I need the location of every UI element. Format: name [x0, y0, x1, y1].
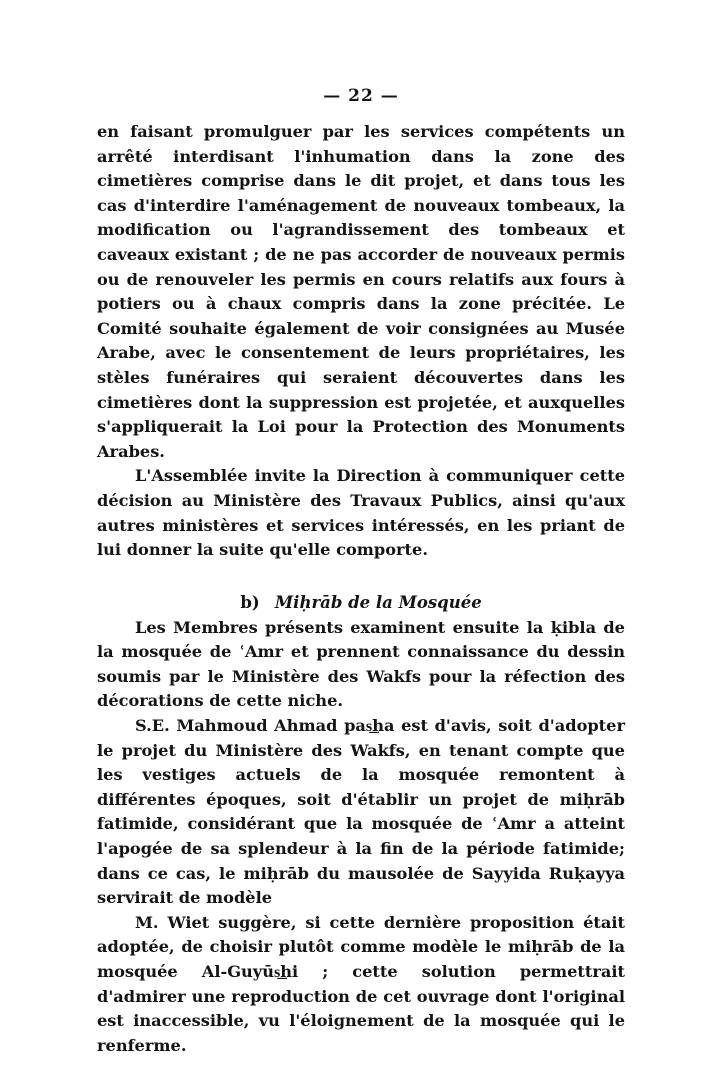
- section-heading: [97, 593, 625, 612]
- section-title: Miḥrāb de la Mosquée: [274, 592, 482, 612]
- paragraph-continuation: en faisant promulguer par les services compétents un arrêté interdisant l'inhumation dans la zone des cimetières comprise dans le dit projet, et dans tous les cas d'interdire l'aménagement de nouveaux tombeaux, la modification ou l'agrandissement des tombeaux et caveaux existant ; de ne pas accorder de nouveaux permis ou de renouveler les permis en cours relatifs aux fours à potiers ou à chaux compris dans la zone précitée. Le Comité souhaite également de voir consignées au Musée Arabe, avec le consentement de leurs propriétaires, les stèles funéraires qui seraient découvertes dans les cimetières dont la suppression est projetée, et auxquelles s'appliquerait la Loi pour la Protection des Monuments Arabes.: [97, 122, 625, 461]
- paragraph-mahmoud-opinion: S.E. Mahmoud Ahmad pas͟ha est d'avis, soit d'adopter le projet du Ministère des Wakfs, en tenant compte que les vestiges actuels de la mosquée remontent à différentes époques, soit d'établir un projet de miḥrāb fatimide, considérant que la mosquée de ʿAmr a atteint l'apogée de sa splendeur à la fin de la période fatimide; dans ce cas, le miḥrāb du mausolée de Sayyida Ruḳayya servirait de modèle: [97, 716, 625, 908]
- paragraph-wiet-suggestion: M. Wiet suggère, si cette dernière proposition était adoptée, de choisir plutôt comme modèle le miḥrāb de la mosquée Al-Guyūs͟hi ; cette solution permettrait d'admirer une reproduction de cet ouvrage dont l'original est inaccessible, vu l'éloignement de la mosquée qui le renferme.: [97, 912, 625, 1055]
- section-letter: b): [240, 592, 260, 612]
- page-number: — 22 —: [323, 86, 399, 106]
- paragraph-members-examine: Les Membres présents examinent ensuite la ḳibla de la mosquée de ʿAmr et prennent connaissance du dessin soumis par le Ministère des Wakfs pour la réfection des décorations de cette niche.: [97, 617, 625, 711]
- paragraph-assembly-invitation: L'Assemblée invite la Direction à communiquer cette décision au Ministère des Travaux Publics, ainsi qu'aux autres ministères et services intéressés, en les priant de lui donner la suite qu'elle comporte.: [97, 466, 625, 560]
